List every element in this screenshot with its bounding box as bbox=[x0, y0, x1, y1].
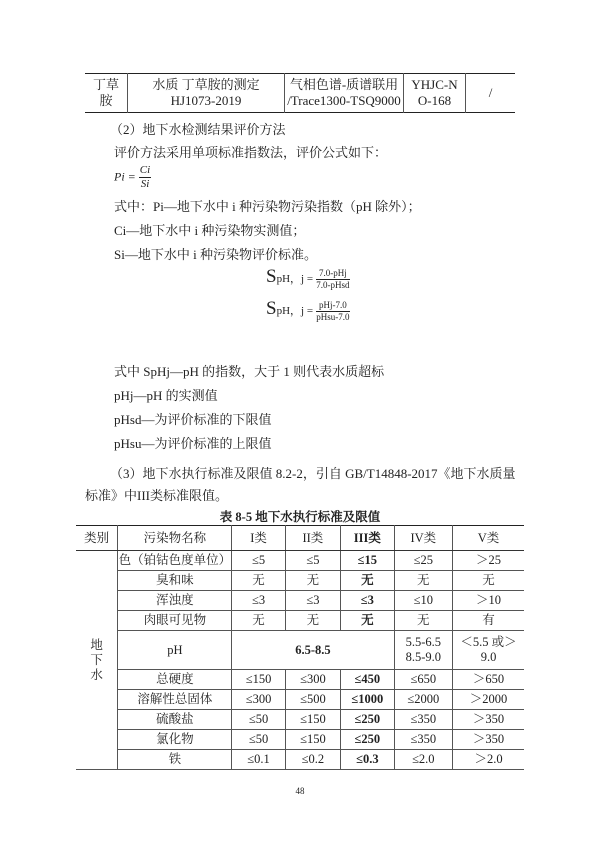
limit-value: 无 bbox=[285, 611, 340, 631]
limit-value: ≤3 bbox=[341, 591, 395, 611]
table-row bbox=[76, 670, 524, 690]
pollutant-name: 浑浊度 bbox=[118, 591, 232, 611]
limit-value: ≤300 bbox=[232, 690, 285, 710]
limit-value: ＜5.5 或＞ 9.0 bbox=[453, 631, 524, 670]
method-table bbox=[85, 73, 515, 113]
pollutant-name: 铁 bbox=[118, 750, 232, 770]
table-row bbox=[85, 74, 515, 113]
limit-value: ≤350 bbox=[394, 730, 452, 750]
limit-value: 无 bbox=[232, 611, 285, 631]
limit-value: 无 bbox=[341, 571, 395, 591]
formula-numerator: Ci bbox=[139, 164, 151, 176]
column-header: III类 bbox=[341, 526, 395, 551]
table-row bbox=[76, 631, 524, 670]
def-phj: pHj—pH 的实测值 bbox=[114, 388, 218, 403]
limit-value: ≤5 bbox=[232, 551, 285, 571]
limit-value: ≤150 bbox=[285, 730, 340, 750]
limit-value: ≤650 bbox=[394, 670, 452, 690]
limit-value: ≤450 bbox=[341, 670, 395, 690]
code-cell: YHJC-N O-168 bbox=[404, 74, 466, 113]
section-2-heading: （2）地下水检测结果评价方法 bbox=[110, 122, 286, 137]
limit-value: ＞2000 bbox=[453, 690, 524, 710]
formula-numerator: pHj-7.0 bbox=[316, 300, 349, 312]
limit-value: ≤50 bbox=[232, 730, 285, 750]
limit-value: ＞10 bbox=[453, 591, 524, 611]
formula-numerator: 7.0-pHj bbox=[316, 268, 349, 280]
def-phsd: pHsd—为评价标准的下限值 bbox=[114, 412, 272, 427]
limit-value: ≤250 bbox=[341, 710, 395, 730]
pollutant-name: 硫酸盐 bbox=[118, 710, 232, 730]
category-cell: 地 下 水 bbox=[76, 551, 118, 770]
def-si: Si—地下水中 i 种污染物评价标准。 bbox=[114, 247, 317, 262]
table-row bbox=[76, 551, 524, 571]
limit-value: 6.5-8.5 bbox=[232, 631, 394, 670]
limit-value: ≤150 bbox=[232, 670, 285, 690]
column-header: V类 bbox=[453, 526, 524, 551]
limit-value: ≤0.3 bbox=[341, 750, 395, 770]
intro-text: 评价方法采用单项标准指数法，评价公式如下： bbox=[114, 145, 388, 160]
limit-value: 5.5-6.5 8.5-9.0 bbox=[394, 631, 452, 670]
limit-value: ≤150 bbox=[285, 710, 340, 730]
pollutant-name: 肉眼可见物 bbox=[118, 611, 232, 631]
def-sph: 式中 SpHj—pH 的指数，大于 1 则代表水质超标 bbox=[114, 364, 385, 379]
table-row bbox=[76, 571, 524, 591]
limit-value: ≤0.2 bbox=[285, 750, 340, 770]
formula-s: S bbox=[266, 298, 277, 319]
column-header: II类 bbox=[285, 526, 340, 551]
formula-s: S bbox=[266, 266, 277, 287]
header-row bbox=[76, 526, 524, 551]
formula-sub: pH，j = bbox=[276, 305, 314, 317]
section-3-line-1: （3）地下水执行标准及限值 8.2-2，引自 GB/T14848-2017《地下水质量 bbox=[110, 466, 516, 481]
instrument-cell: 气相色谱-质谱联用 /Trace1300-TSQ9000 bbox=[285, 74, 404, 113]
page-number: 48 bbox=[295, 786, 305, 796]
limit-value: 无 bbox=[285, 571, 340, 591]
def-phsu: pHsu—为评价标准的上限值 bbox=[114, 436, 272, 451]
limit-value: ≤50 bbox=[232, 710, 285, 730]
pollutant-name: 色（铂钴色度单位） bbox=[118, 551, 232, 571]
formula-denominator: 7.0-pHsd bbox=[316, 279, 350, 290]
note-cell: / bbox=[466, 74, 516, 113]
table-row bbox=[76, 750, 524, 770]
column-header: IV类 bbox=[394, 526, 452, 551]
formula-denominator: pHsu-7.0 bbox=[316, 311, 350, 322]
limit-value: ≤10 bbox=[394, 591, 452, 611]
limit-value: ≤300 bbox=[285, 670, 340, 690]
limit-value: 无 bbox=[232, 571, 285, 591]
formula-denominator: Si bbox=[140, 178, 150, 190]
analyte-cell: 丁草 胺 bbox=[92, 77, 119, 108]
table-row bbox=[76, 710, 524, 730]
limit-value: ≤15 bbox=[341, 551, 395, 571]
pollutant-name: 总硬度 bbox=[118, 670, 232, 690]
column-header: 污染物名称 bbox=[118, 526, 232, 551]
column-header: I类 bbox=[232, 526, 285, 551]
limit-value: ≤350 bbox=[394, 710, 452, 730]
pollutant-name: 溶解性总固体 bbox=[118, 690, 232, 710]
limit-value: 无 bbox=[341, 611, 395, 631]
limit-value: 无 bbox=[453, 571, 524, 591]
method-cell: 水质 丁草胺的测定 HJ1073-2019 bbox=[128, 74, 285, 113]
pollutant-name: pH bbox=[118, 631, 232, 670]
limit-value: ≤3 bbox=[285, 591, 340, 611]
def-pi: 式中：Pi—地下水中 i 种污染物污染指数（pH 除外）； bbox=[114, 199, 421, 214]
limit-value: ≤500 bbox=[285, 690, 340, 710]
limit-value: 有 bbox=[453, 611, 524, 631]
standards-table bbox=[76, 525, 524, 770]
table-row bbox=[76, 690, 524, 710]
sph-formula-2 bbox=[266, 298, 350, 323]
pollutant-name: 氯化物 bbox=[118, 730, 232, 750]
section-3-line-2: 标准》中III类标准限值。 bbox=[85, 488, 228, 503]
formula-lhs: Pi = bbox=[114, 169, 136, 184]
limit-value: ＞25 bbox=[453, 551, 524, 571]
def-ci: Ci—地下水中 i 种污染物实测值； bbox=[114, 223, 306, 238]
column-header: 类别 bbox=[76, 526, 118, 551]
limit-value: ≤25 bbox=[394, 551, 452, 571]
table-caption: 表 8-5 地下水执行标准及限值 bbox=[219, 510, 381, 524]
pollutant-name: 臭和味 bbox=[118, 571, 232, 591]
limit-value: ≤1000 bbox=[341, 690, 395, 710]
limit-value: 无 bbox=[394, 571, 452, 591]
limit-value: ≤2.0 bbox=[394, 750, 452, 770]
limit-value: ≤0.1 bbox=[232, 750, 285, 770]
limit-value: ≤3 bbox=[232, 591, 285, 611]
sph-formula-1 bbox=[266, 266, 350, 291]
limit-value: 无 bbox=[394, 611, 452, 631]
limit-value: ≤250 bbox=[341, 730, 395, 750]
limit-value: ＞350 bbox=[453, 710, 524, 730]
limit-value: ≤2000 bbox=[394, 690, 452, 710]
limit-value: ≤5 bbox=[285, 551, 340, 571]
limit-value: ＞350 bbox=[453, 730, 524, 750]
limit-value: ＞2.0 bbox=[453, 750, 524, 770]
limit-value: ＞650 bbox=[453, 670, 524, 690]
table-row bbox=[76, 591, 524, 611]
table-row bbox=[76, 730, 524, 750]
table-row bbox=[76, 611, 524, 631]
formula-sub: pH，j = bbox=[276, 273, 314, 285]
pi-formula bbox=[114, 164, 151, 191]
